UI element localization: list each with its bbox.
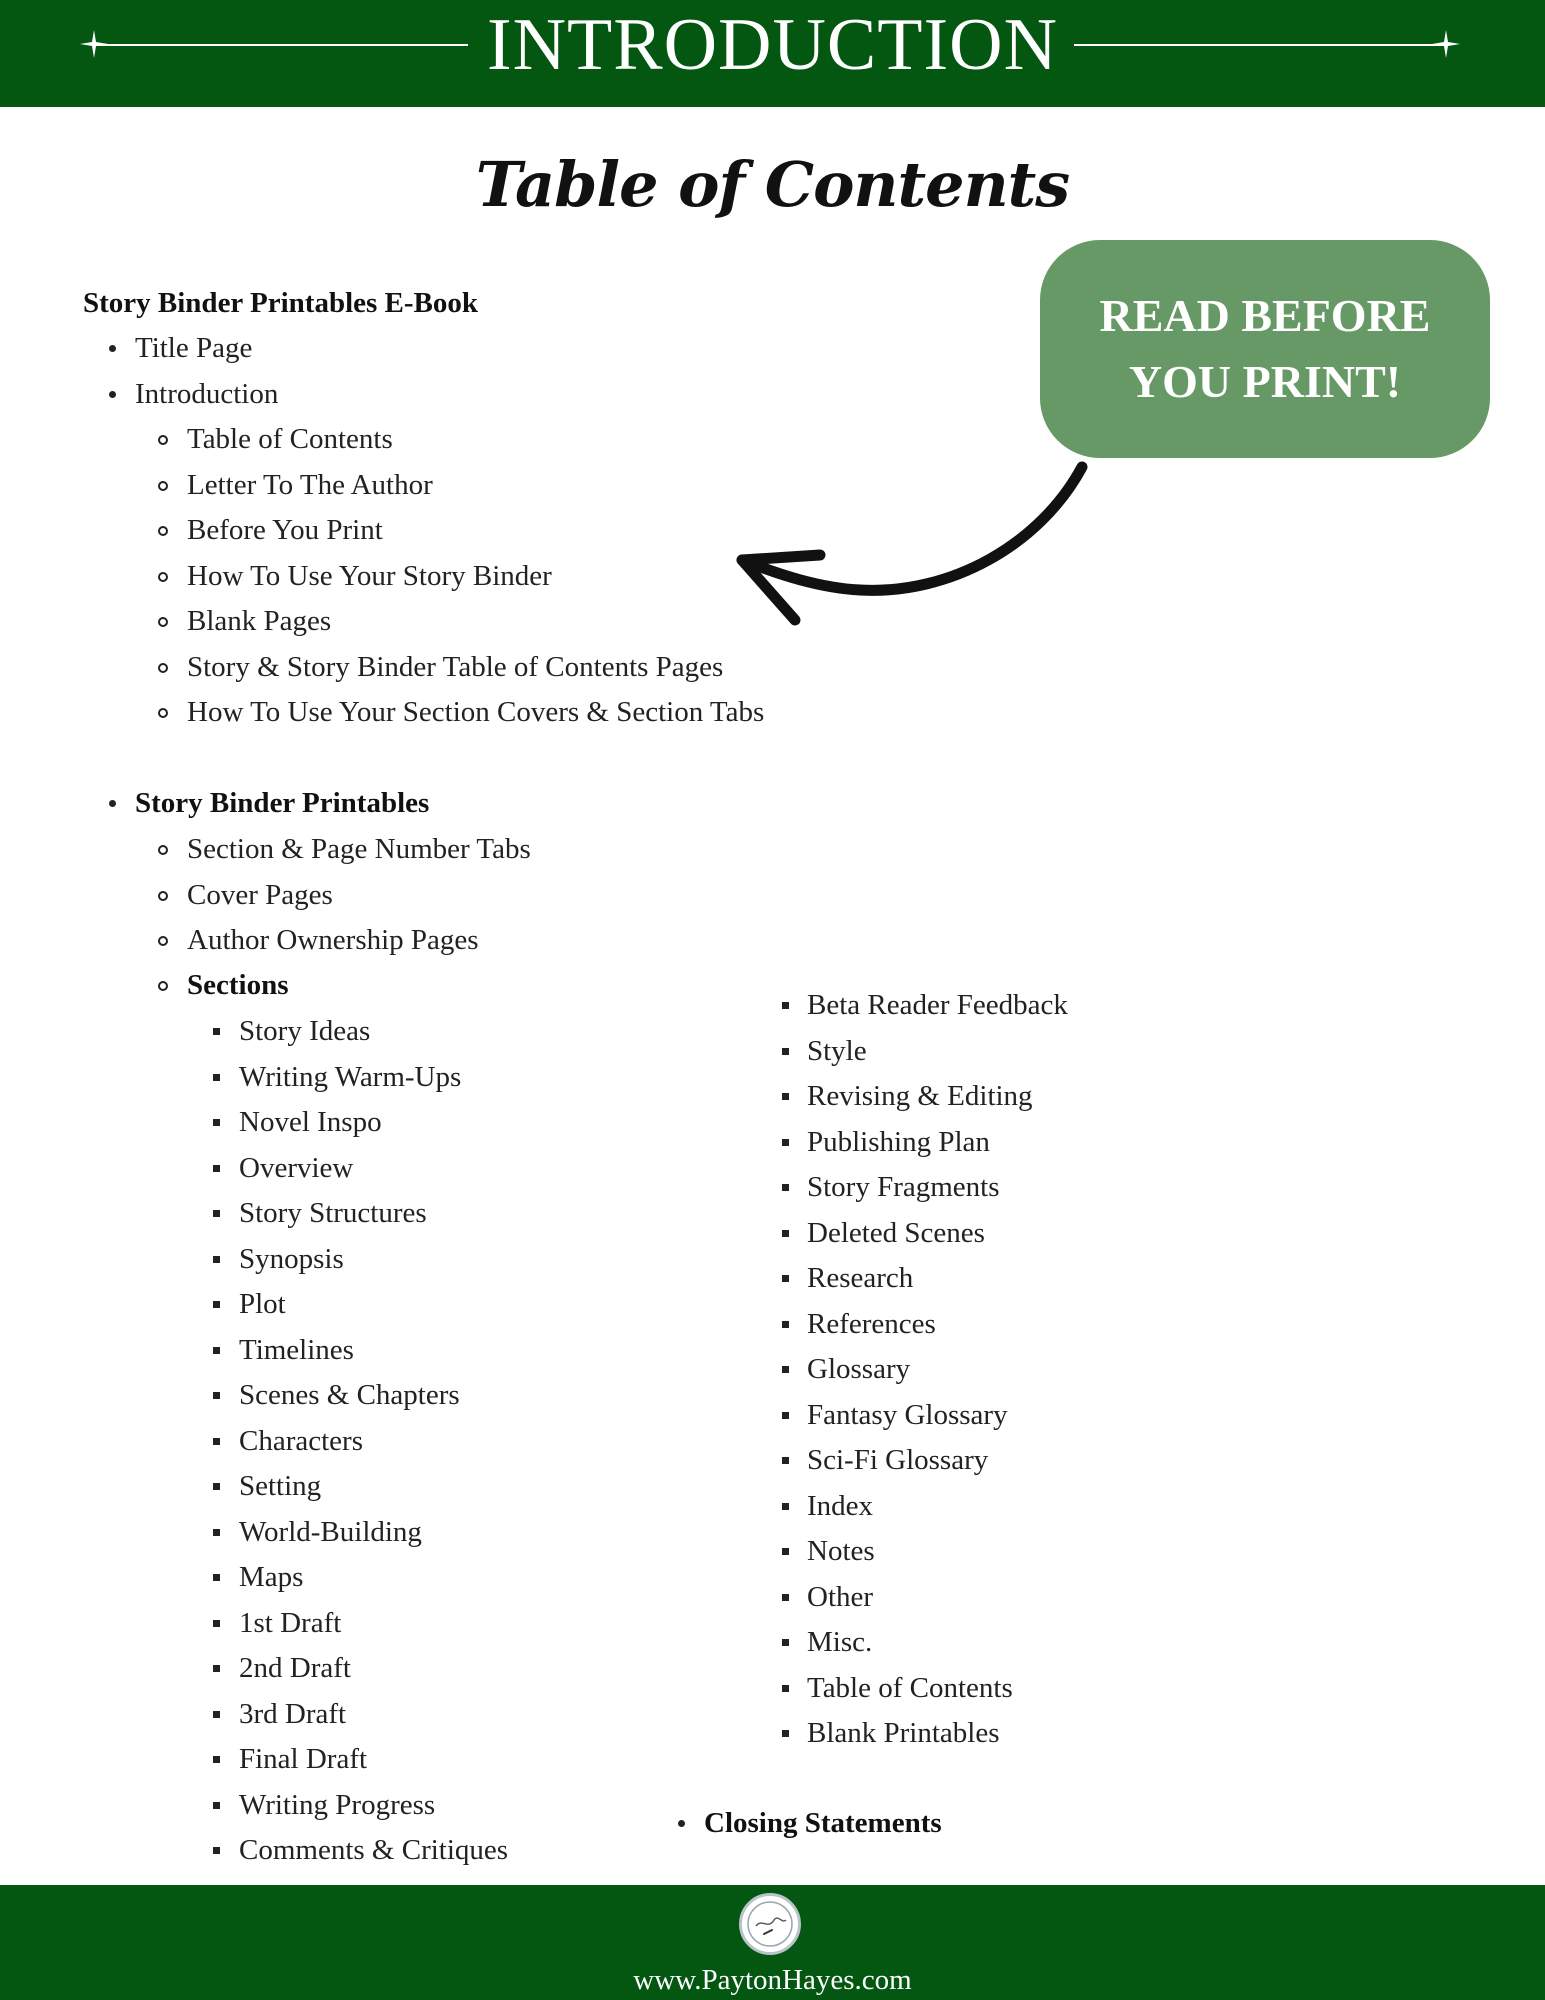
- bullet-dot: [109, 800, 116, 807]
- bullet-ring: [158, 708, 168, 718]
- page-title: Table of Contents: [475, 148, 1070, 221]
- bullet-square: [213, 1529, 220, 1536]
- curved-arrow-icon: [720, 455, 1090, 635]
- toc-subitem: Blank Pages: [187, 605, 332, 637]
- section-item: Synopsis: [239, 1242, 344, 1275]
- bullet-square: [782, 1275, 789, 1282]
- bullet-dot: [109, 391, 116, 398]
- bullet-square: [782, 1048, 789, 1055]
- section-item: Research: [807, 1262, 914, 1294]
- section-item: References: [807, 1307, 936, 1340]
- section-item: Notes: [807, 1535, 875, 1567]
- section-item: Story Ideas: [239, 1015, 371, 1047]
- section-item: Sci-Fi Glossary: [807, 1444, 989, 1476]
- bullet-square: [213, 1665, 220, 1672]
- bullet-square: [213, 1438, 220, 1445]
- bullet-square: [213, 1756, 220, 1763]
- payton-hayes-logo: [739, 1893, 801, 1955]
- section-item: Comments & Critiques: [239, 1834, 509, 1866]
- toc-subitem: Table of Contents: [187, 423, 393, 455]
- section-item: 2nd Draft: [239, 1652, 351, 1684]
- bullet-square: [782, 1503, 789, 1510]
- callout-text: READ BEFORE YOU PRINT!: [1099, 290, 1431, 407]
- printables-heading: Story Binder Printables: [135, 787, 430, 819]
- header-bar: [0, 0, 1545, 107]
- section-item: Maps: [239, 1561, 304, 1593]
- section-item: Deleted Scenes: [807, 1216, 985, 1249]
- section-item: Plot: [239, 1288, 286, 1320]
- bullet-square: [782, 1230, 789, 1237]
- bullet-square: [782, 1002, 789, 1009]
- bullet-square: [213, 1574, 220, 1581]
- section-item: Characters: [239, 1424, 363, 1457]
- bullet-square: [782, 1594, 789, 1601]
- section-item: Overview: [239, 1151, 354, 1184]
- bullet-square: [782, 1093, 789, 1100]
- bullet-ring: [158, 572, 168, 582]
- toc-subitem: How To Use Your Story Binder: [187, 559, 552, 592]
- bullet-square: [213, 1028, 220, 1035]
- section-item: Story Fragments: [807, 1171, 1000, 1203]
- section-item: Fantasy Glossary: [807, 1398, 1008, 1431]
- bullet-ring: [158, 845, 168, 855]
- section-item: Scenes & Chapters: [239, 1379, 460, 1411]
- bullet-ring: [158, 526, 168, 536]
- bullet-square: [782, 1730, 789, 1737]
- toc-subitem: How To Use Your Section Covers & Section Tabs: [187, 696, 765, 728]
- toc-subitem: Before You Print: [187, 514, 383, 546]
- bullet-square: [213, 1256, 220, 1263]
- bullet-square: [213, 1620, 220, 1627]
- bullet-dot: [109, 345, 116, 352]
- section-item: Glossary: [807, 1353, 911, 1385]
- section-item: Novel Inspo: [239, 1106, 382, 1138]
- bullet-ring: [158, 663, 168, 673]
- closing-heading: Closing Statements: [704, 1807, 942, 1839]
- toc-subitem: Section & Page Number Tabs: [187, 833, 531, 865]
- footer-website-link[interactable]: www.PaytonHayes.com: [633, 1964, 912, 1996]
- toc-subitem: Author Ownership Pages: [187, 924, 479, 956]
- section-item: Blank Printables: [807, 1717, 1000, 1749]
- bullet-square: [213, 1847, 220, 1854]
- bullet-ring: [158, 981, 168, 991]
- toc-subitem: Letter To The Author: [187, 468, 433, 501]
- section-item: Index: [807, 1489, 874, 1522]
- section-item: Table of Contents: [807, 1671, 1013, 1704]
- section-item: Final Draft: [239, 1743, 368, 1775]
- bullet-square: [782, 1366, 789, 1373]
- bullet-square: [213, 1119, 220, 1126]
- bullet-square: [782, 1685, 789, 1692]
- bullet-square: [213, 1711, 220, 1718]
- section-item: Story Structures: [239, 1197, 427, 1229]
- bullet-square: [213, 1483, 220, 1490]
- bullet-square: [782, 1548, 789, 1555]
- bullet-square: [213, 1165, 220, 1172]
- section-item: Style: [807, 1034, 867, 1067]
- bullet-square: [782, 1184, 789, 1191]
- section-item: Writing Progress: [239, 1788, 436, 1821]
- section-item: Writing Warm-Ups: [239, 1060, 462, 1093]
- section-item: Other: [807, 1580, 874, 1613]
- bullet-square: [213, 1347, 220, 1354]
- toc-subitem: Cover Pages: [187, 878, 333, 911]
- section-item: World-Building: [239, 1515, 422, 1548]
- section-item: 1st Draft: [239, 1606, 342, 1639]
- section-item: Misc.: [807, 1626, 873, 1658]
- bullet-square: [782, 1457, 789, 1464]
- toc-item: Introduction: [135, 377, 279, 410]
- bullet-square: [213, 1301, 220, 1308]
- bullet-ring: [158, 936, 168, 946]
- bullet-square: [782, 1639, 789, 1646]
- section-item: Setting: [239, 1470, 322, 1502]
- toc-subitem: Story & Story Binder Table of Contents Pages: [187, 650, 724, 683]
- bullet-ring: [158, 481, 168, 491]
- toc-item: Title Page: [135, 332, 253, 364]
- bullet-square: [782, 1321, 789, 1328]
- section-item: Timelines: [239, 1333, 354, 1366]
- bullet-square: [213, 1392, 220, 1399]
- read-before-print-callout: [1040, 240, 1490, 458]
- bullet-square: [213, 1074, 220, 1081]
- bullet-square: [782, 1139, 789, 1146]
- section-item: 3rd Draft: [239, 1697, 347, 1730]
- ebook-heading: Story Binder Printables E-Book: [83, 287, 479, 319]
- bullet-square: [213, 1802, 220, 1809]
- section-item: Publishing Plan: [807, 1125, 990, 1158]
- bullet-square: [213, 1210, 220, 1217]
- bullet-square: [782, 1412, 789, 1419]
- bullet-ring: [158, 617, 168, 627]
- bullet-dot: [678, 1820, 685, 1827]
- section-item: Beta Reader Feedback: [807, 989, 1068, 1021]
- bullet-ring: [158, 435, 168, 445]
- sections-heading: Sections: [187, 969, 289, 1001]
- bullet-ring: [158, 891, 168, 901]
- section-item: Revising & Editing: [807, 1080, 1033, 1112]
- header-title: INTRODUCTION: [486, 4, 1059, 86]
